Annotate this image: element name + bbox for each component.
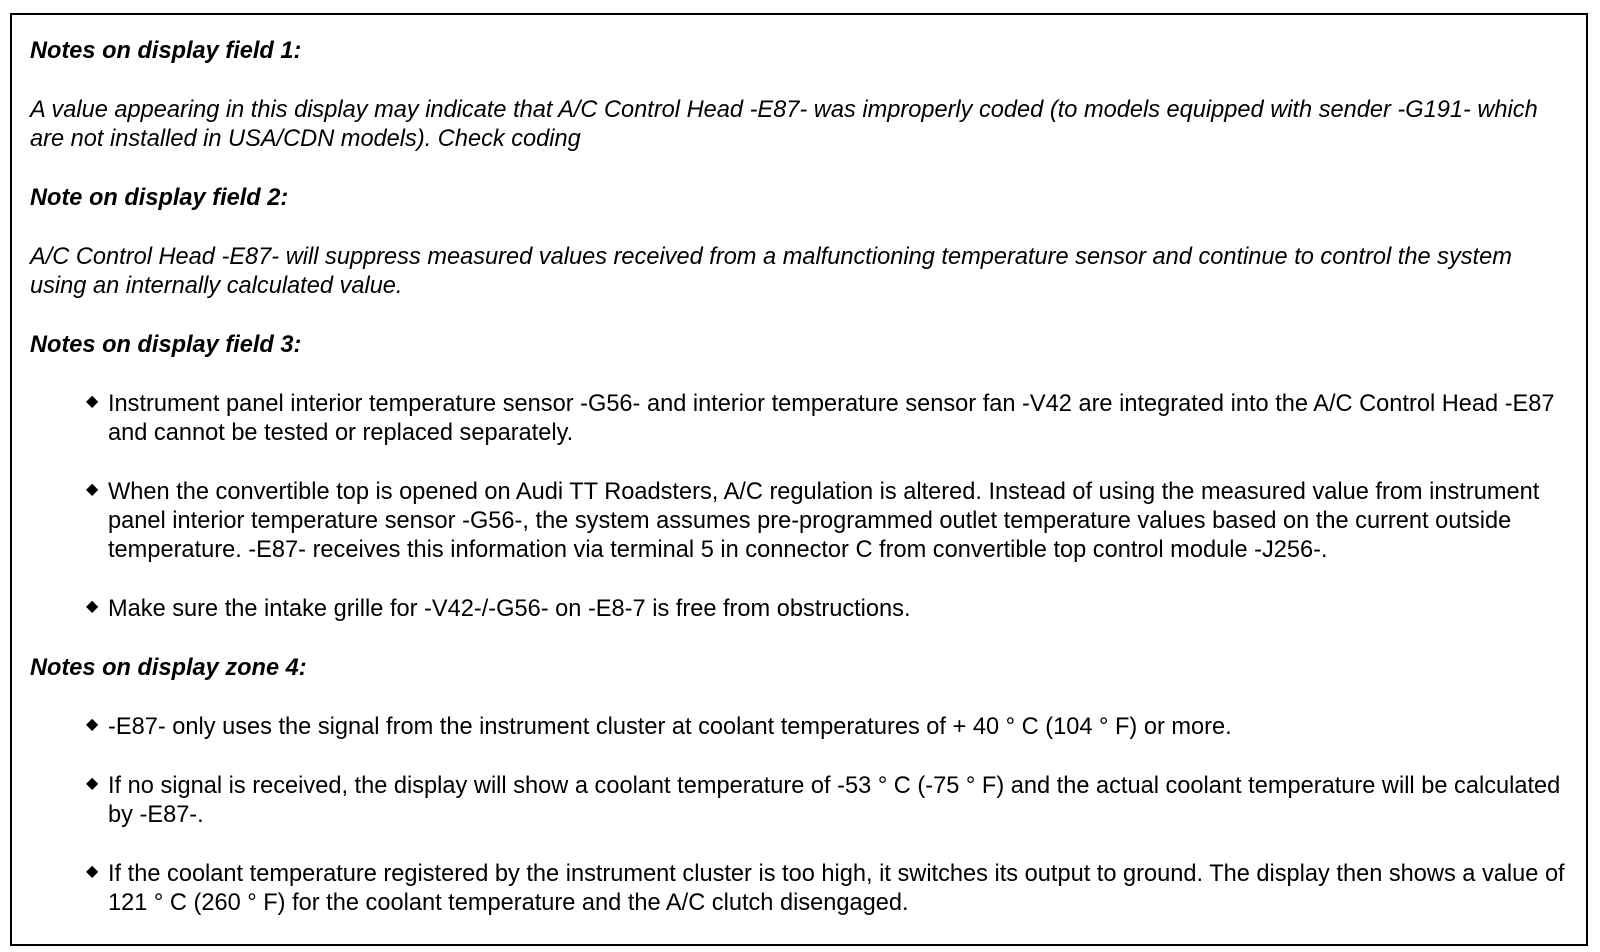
list-item — [30, 713, 1574, 742]
list-item-text: If no signal is received, the display will show a coolant temperature of -53 ° C (-75 ° F) and the actual coolant temperature will be calculated by -E87-. — [108, 773, 1561, 828]
section-heading-field-2: Note on display field 2: — [30, 185, 289, 211]
list-item — [30, 478, 1574, 565]
section-paragraph-field-2: A/C Control Head -E87- will suppress measured values received from a malfunctioning temperature sensor and continue to control the system using an internally calculated value. — [30, 244, 1512, 299]
section-paragraph-field-1: A value appearing in this display may indicate that A/C Control Head -E87- was improperly coded (to models equipped with sender -G191- which are not installed in USA/CDN models). Check coding — [30, 97, 1538, 152]
bullet-icon: ◆ — [86, 481, 99, 498]
list-item — [30, 390, 1574, 448]
bullet-icon: ◆ — [86, 775, 99, 792]
list-item-text: If the coolant temperature registered by the instrument cluster is too high, it switches its output to ground. The display then shows a value of 121 ° C (260 ° F) for the coolant temperature and the A/C clutch disengaged. — [108, 861, 1565, 916]
bullet-icon: ◆ — [86, 598, 99, 615]
document-content — [30, 37, 1574, 918]
list-item-text: Make sure the intake grille for -V42-/-G56- on -E8-7 is free from obstructions. — [108, 596, 911, 622]
list-item-text: When the convertible top is opened on Audi TT Roadsters, A/C regulation is altered. Instead of using the measured value from instrument panel interior temperature sensor -G56-, the system assumes pre-programmed outlet temperature values based on the current outside temperature. -E87- receives this information via terminal 5 in connector C from convertible top control module -J256-. — [108, 479, 1540, 563]
list-item — [30, 595, 1574, 624]
list-item-text: Instrument panel interior temperature sensor -G56- and interior temperature sensor fan -V42 are integrated into the A/C Control Head -E87 and cannot be tested or replaced separately. — [108, 391, 1555, 446]
zone-4-bullet-list — [30, 713, 1574, 918]
section-heading-field-1: Notes on display field 1: — [30, 38, 302, 64]
list-item — [30, 772, 1574, 830]
section-heading-zone-4: Notes on display zone 4: — [30, 655, 307, 681]
section-heading-field-3: Notes on display field 3: — [30, 332, 302, 358]
document-frame — [10, 13, 1588, 946]
field-3-bullet-list — [30, 390, 1574, 624]
list-item — [30, 860, 1574, 918]
bullet-icon: ◆ — [86, 716, 99, 733]
bullet-icon: ◆ — [86, 393, 99, 410]
bullet-icon: ◆ — [86, 863, 99, 880]
list-item-text: -E87- only uses the signal from the instrument cluster at coolant temperatures of + 40 ° C (104 ° F) or more. — [108, 714, 1232, 740]
